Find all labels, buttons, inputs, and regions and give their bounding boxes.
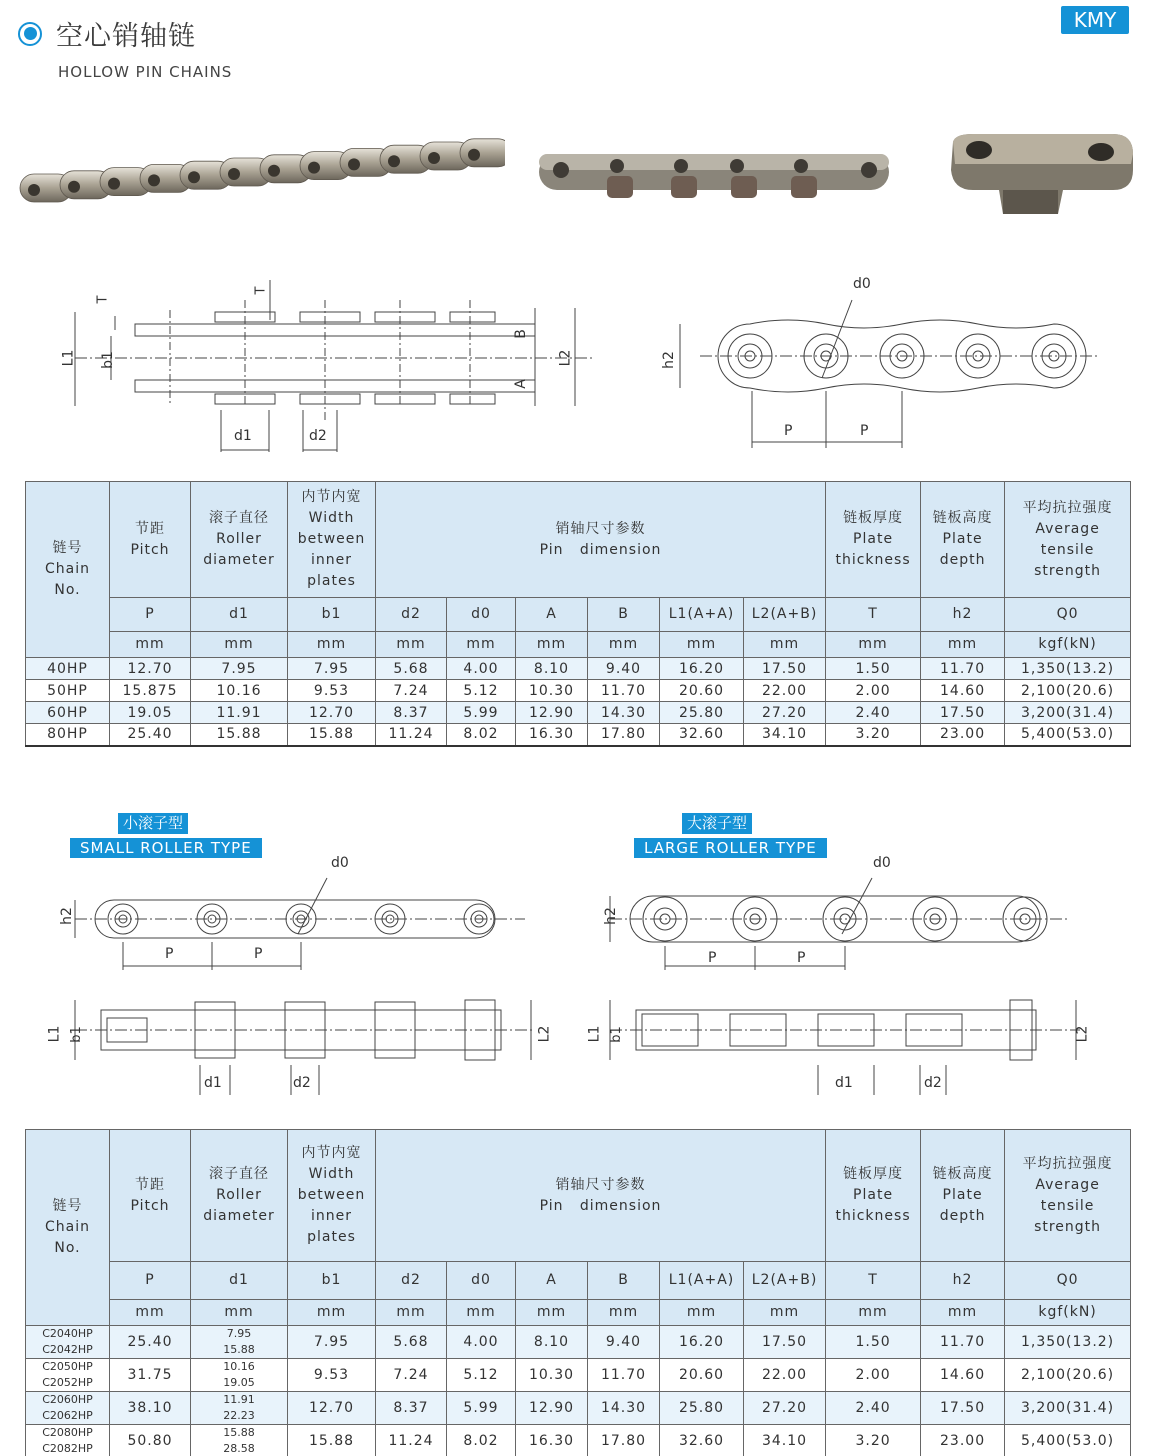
table-cell: 2.40 [826,1392,921,1425]
table-cell: 11.70 [921,1326,1005,1359]
large-roller-diagram [590,870,1110,1100]
dim-label-d2: d2 [309,428,327,444]
large-h2-label: h2 [602,907,619,925]
table-cell: 34.10 [744,724,826,746]
table-cell: 4.00 [447,658,516,680]
small-L2-label: L2 [536,1025,553,1043]
table-cell: 5.99 [447,1392,516,1425]
chain-no-cell: C2060HP C2062HP [26,1392,110,1425]
table-cell: 15.88 [288,724,376,746]
col-roller: 滚子直径 Roller diameter [191,482,288,598]
roller-cell: 15.88 28.58 [191,1425,288,1456]
symbol-cell: L2(A+B) [744,598,826,632]
col2-width: 内节内宽 Width between inner plates [288,1130,376,1262]
table-cell: 16.20 [660,1326,744,1359]
table-cell: 3.20 [826,724,921,746]
table-cell: 17.50 [744,1326,826,1359]
table-cell: 16.30 [516,1425,588,1456]
small-P-label-1: P [165,946,174,962]
large-roller-label: 大滚子型 LARGE ROLLER TYPE [634,813,827,858]
table-cell: 11.24 [376,1425,447,1456]
table-cell: 5,400(53.0) [1005,1425,1131,1456]
table-cell: 10.30 [516,1359,588,1392]
small-d1-label: d1 [204,1075,222,1091]
symbol-cell: d1 [191,598,288,632]
roller-cell: 10.16 19.05 [191,1359,288,1392]
large-d1-label: d1 [835,1075,853,1091]
table-cell: 25.40 [110,724,191,746]
small-d0-label: d0 [331,855,349,871]
dim-label-T-top: T [253,286,269,295]
unit-cell: kgf(kN) [1005,1300,1131,1326]
unit-cell: mm [191,1300,288,1326]
symbol-cell: d2 [376,1262,447,1300]
unit-cell: mm [588,632,660,658]
symbol-cell: A [516,598,588,632]
symbol-cell: h2 [921,598,1005,632]
dim-label-L1: L1 [60,349,77,367]
symbol-cell: B [588,598,660,632]
dim-label-T: T [95,295,111,304]
table-cell: 9.40 [588,658,660,680]
col2-pin-dimension: 销轴尺寸参数 Pin dimension [376,1130,826,1262]
table-cell: 20.60 [660,680,744,702]
table-cell: 5,400(53.0) [1005,724,1131,746]
table-cell: 2,100(20.6) [1005,680,1131,702]
col-chain-no: 链号 Chain No. [26,482,110,658]
table-cell: 9.53 [288,1359,376,1392]
table-cell: 14.30 [588,1392,660,1425]
table-cell: 11.70 [921,658,1005,680]
symbol-cell: T [826,598,921,632]
table-cell: 3,200(31.4) [1005,1392,1131,1425]
unit-cell: mm [110,1300,191,1326]
table-cell: 7.24 [376,1359,447,1392]
table-cell: 9.53 [288,680,376,702]
table-cell: 7.95 [288,1326,376,1359]
large-b1-label: b1 [608,1026,624,1043]
symbol-cell: b1 [288,1262,376,1300]
table-cell: 1.50 [826,1326,921,1359]
unit-cell: mm [744,1300,826,1326]
unit-cell: mm [376,632,447,658]
table-row [26,702,1131,724]
table-cell: 11.70 [588,1359,660,1392]
spec-table-double-pitch [25,1129,1131,1456]
unit-cell: mm [921,1300,1005,1326]
dim-label-P-1: P [784,423,793,439]
large-P-label-1: P [708,950,717,966]
symbol-cell: P [110,598,191,632]
unit-cell: mm [744,632,826,658]
unit-cell: mm [826,632,921,658]
table-cell: 17.80 [588,724,660,746]
table-cell: 25.80 [660,1392,744,1425]
large-d2-label: d2 [924,1075,942,1091]
pitch-cell: 50.80 [110,1425,191,1456]
chain-photo-short [535,148,895,204]
table-cell: 3.20 [826,1425,921,1456]
symbol-cell: d0 [447,598,516,632]
table-cell: 2,100(20.6) [1005,1359,1131,1392]
large-L1-label: L1 [586,1025,603,1043]
table-cell: 32.60 [660,1425,744,1456]
unit-cell: mm [826,1300,921,1326]
col-pitch: 节距 Pitch [110,482,191,598]
table-cell: 3,200(31.4) [1005,702,1131,724]
col-tensile: 平均抗拉强度 Average tensile strength [1005,482,1131,598]
table-cell: 17.80 [588,1425,660,1456]
symbol-row-2 [26,1262,1131,1300]
pitch-cell: 25.40 [110,1326,191,1359]
dim-label-B: B [512,329,529,339]
table-cell: 2.40 [826,702,921,724]
table-cell: 12.70 [110,658,191,680]
table-cell: 17.50 [744,658,826,680]
symbol-cell: h2 [921,1262,1005,1300]
unit-cell: mm [516,1300,588,1326]
table-cell: 2.00 [826,680,921,702]
roller-cell: 11.91 22.23 [191,1392,288,1425]
table-cell: 8.10 [516,1326,588,1359]
table-row [26,680,1131,702]
unit-cell: mm [921,632,1005,658]
small-roller-label: 小滚子型 SMALL ROLLER TYPE [70,813,262,858]
table-cell: 10.30 [516,680,588,702]
table-cell: 11.24 [376,724,447,746]
table-cell: 11.91 [191,702,288,724]
table-cell: 12.90 [516,702,588,724]
spec-table-standard [25,481,1131,747]
table-cell: 14.30 [588,702,660,724]
dim-label-d1: d1 [234,428,252,444]
small-b1-label: b1 [68,1026,84,1043]
dim-label-b1: b1 [99,351,116,369]
table-cell: 34.10 [744,1425,826,1456]
page-title: 空心销轴链 [56,21,196,52]
unit-cell: mm [660,1300,744,1326]
table-cell: 27.20 [744,1392,826,1425]
table-cell: 10.16 [191,680,288,702]
table-row [26,1359,1131,1392]
roller-cell: 7.95 15.88 [191,1326,288,1359]
table-cell: 1,350(13.2) [1005,658,1131,680]
small-h2-label: h2 [58,907,75,925]
table-cell: 27.20 [744,702,826,724]
table-cell: 16.30 [516,724,588,746]
brand-logo: KMY [1061,6,1129,34]
dim-label-A: A [512,379,529,389]
unit-cell: mm [447,632,516,658]
table-cell: 1,350(13.2) [1005,1326,1131,1359]
small-L1-label: L1 [46,1025,63,1043]
table-cell: 8.37 [376,1392,447,1425]
col2-thickness: 链板厚度 Plate thickness [826,1130,921,1262]
table-cell: 20.60 [660,1359,744,1392]
table-cell: 11.70 [588,680,660,702]
page-header [18,14,196,53]
large-L2-label: L2 [1074,1025,1091,1043]
table-cell: 23.00 [921,1425,1005,1456]
table-cell: 2.00 [826,1359,921,1392]
dim-label-P-2: P [860,423,869,439]
symbol-cell: L2(A+B) [744,1262,826,1300]
symbol-cell: L1(A+A) [660,598,744,632]
unit-cell: mm [110,632,191,658]
front-view-diagram [660,296,1110,456]
unit-cell: mm [288,632,376,658]
chain-no-cell: 60HP [26,702,110,724]
table-cell: 23.00 [921,724,1005,746]
table-row [26,1326,1131,1359]
table-row [26,658,1131,680]
table-cell: 5.68 [376,1326,447,1359]
symbol-row [26,598,1131,632]
table-cell: 8.37 [376,702,447,724]
table-cell: 16.20 [660,658,744,680]
table-cell: 7.24 [376,680,447,702]
chain-no-cell: 50HP [26,680,110,702]
dim-label-L2: L2 [557,349,574,367]
small-roller-diagram [55,870,555,1100]
table-cell: 17.50 [921,702,1005,724]
table-cell: 15.875 [110,680,191,702]
symbol-cell: B [588,1262,660,1300]
small-d2-label: d2 [293,1075,311,1091]
table-cell: 5.99 [447,702,516,724]
table-cell: 4.00 [447,1326,516,1359]
table-cell: 19.05 [110,702,191,724]
col2-chain-no: 链号 Chain No. [26,1130,110,1326]
symbol-cell: b1 [288,598,376,632]
table-row [26,724,1131,746]
chain-photo-link [943,130,1138,220]
unit-cell: mm [447,1300,516,1326]
col2-tensile: 平均抗拉强度 Average tensile strength [1005,1130,1131,1262]
col2-depth: 链板高度 Plate depth [921,1130,1005,1262]
table-cell: 32.60 [660,724,744,746]
chain-no-cell: 40HP [26,658,110,680]
symbol-cell: A [516,1262,588,1300]
unit-row [26,632,1131,658]
symbol-cell: P [110,1262,191,1300]
unit-cell: mm [288,1300,376,1326]
unit-cell: mm [376,1300,447,1326]
col-depth: 链板高度 Plate depth [921,482,1005,598]
chain-no-cell: C2040HP C2042HP [26,1326,110,1359]
unit-cell: mm [588,1300,660,1326]
col2-pitch: 节距 Pitch [110,1130,191,1262]
table-cell: 15.88 [288,1425,376,1456]
symbol-cell: T [826,1262,921,1300]
col2-roller: 滚子直径 Roller diameter [191,1130,288,1262]
table-cell: 7.95 [191,658,288,680]
col-width: 内节内宽 Width between inner plates [288,482,376,598]
large-d0-label: d0 [873,855,891,871]
table-cell: 8.10 [516,658,588,680]
table-cell: 8.02 [447,724,516,746]
table-cell: 12.70 [288,702,376,724]
table-cell: 25.80 [660,702,744,724]
symbol-cell: d1 [191,1262,288,1300]
table-row [26,1425,1131,1456]
large-P-label-2: P [797,950,806,966]
col-pin-dimension: 销轴尺寸参数 Pin dimension [376,482,826,598]
table-cell: 8.02 [447,1425,516,1456]
table-cell: 22.00 [744,680,826,702]
table-cell: 14.60 [921,680,1005,702]
symbol-cell: d0 [447,1262,516,1300]
table-cell: 15.88 [191,724,288,746]
symbol-cell: d2 [376,598,447,632]
symbol-cell: L1(A+A) [660,1262,744,1300]
chain-no-cell: C2080HP C2082HP [26,1425,110,1456]
table-cell: 17.50 [921,1392,1005,1425]
chain-no-cell: 80HP [26,724,110,746]
unit-cell: mm [191,632,288,658]
table-cell: 5.12 [447,680,516,702]
dim-label-d0: d0 [853,276,871,292]
small-P-label-2: P [254,946,263,962]
unit-cell: mm [660,632,744,658]
table-cell: 12.70 [288,1392,376,1425]
col-thickness: 链板厚度 Plate thickness [826,482,921,598]
table-cell: 5.12 [447,1359,516,1392]
unit-cell: kgf(kN) [1005,632,1131,658]
symbol-cell: Q0 [1005,1262,1131,1300]
table-cell: 9.40 [588,1326,660,1359]
table-cell: 1.50 [826,658,921,680]
table-cell: 7.95 [288,658,376,680]
chain-photo-long [10,138,505,218]
table-cell: 14.60 [921,1359,1005,1392]
table-row [26,1392,1131,1425]
table-cell: 5.68 [376,658,447,680]
pitch-cell: 38.10 [110,1392,191,1425]
table-cell: 22.00 [744,1359,826,1392]
page-subtitle: HOLLOW PIN CHAINS [58,63,233,81]
table-cell: 12.90 [516,1392,588,1425]
unit-row-2 [26,1300,1131,1326]
unit-cell: mm [516,632,588,658]
dim-label-h2: h2 [660,351,677,369]
pitch-cell: 31.75 [110,1359,191,1392]
radio-bullet-icon [18,22,42,46]
chain-no-cell: C2050HP C2052HP [26,1359,110,1392]
symbol-cell: Q0 [1005,598,1131,632]
